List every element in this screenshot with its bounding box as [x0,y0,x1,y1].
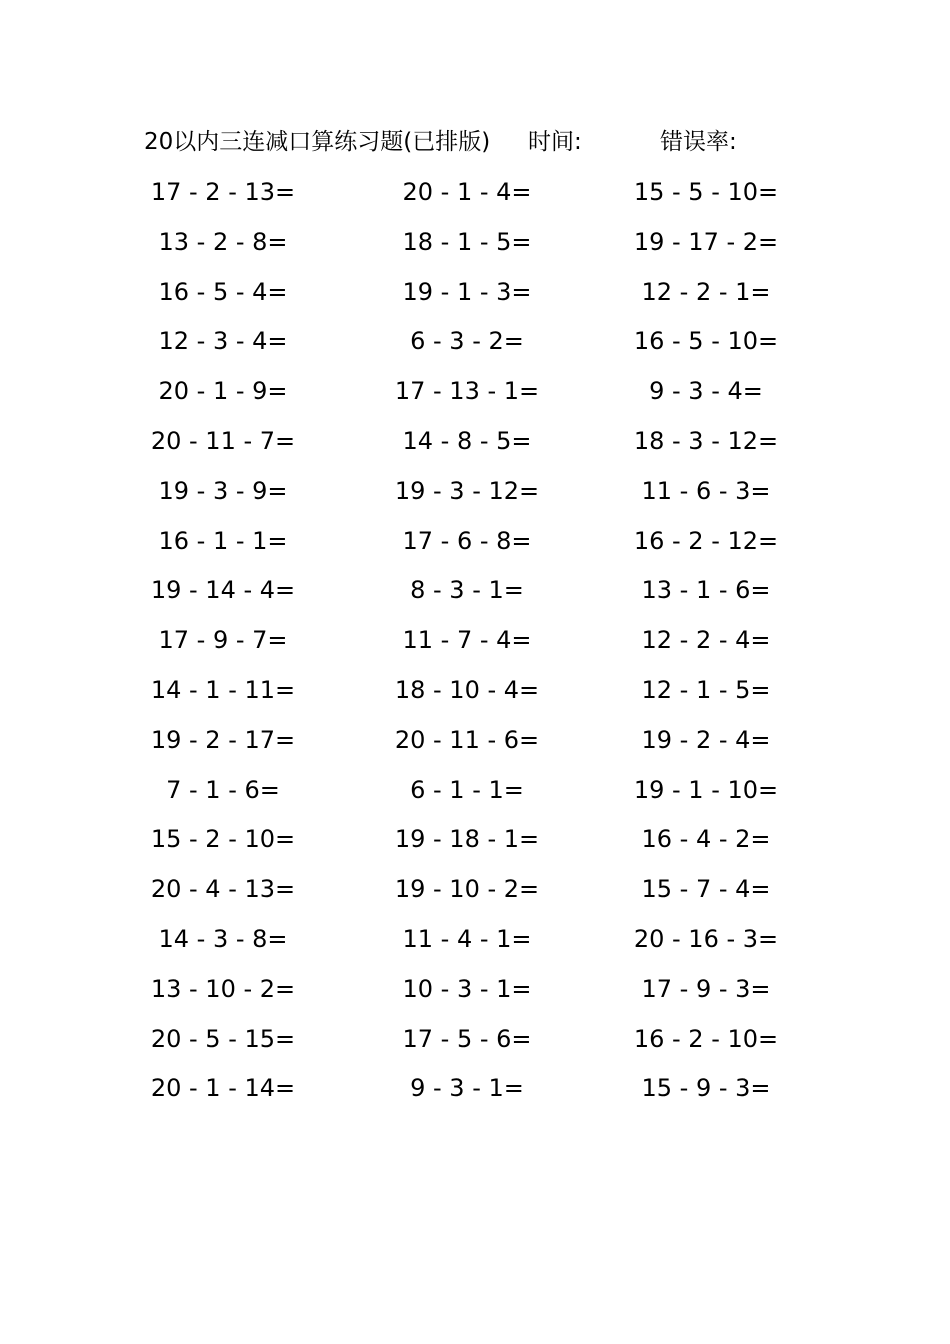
problem-row [0,921,950,971]
problem-row [0,971,950,1021]
math-problem: 16 - 2 - 10= [633,1024,779,1053]
math-problem: 19 - 10 - 2= [394,875,540,904]
math-problem: 11 - 6 - 3= [641,476,771,505]
math-problem: 19 - 1 - 3= [402,277,532,306]
problem-row [0,523,950,573]
math-problem: 16 - 5 - 4= [158,277,288,306]
math-problem: 16 - 4 - 2= [641,825,771,854]
math-problem: 19 - 17 - 2= [633,227,779,256]
math-problem: 15 - 2 - 10= [150,825,296,854]
math-problem: 20 - 16 - 3= [633,924,779,953]
math-problem: 17 - 5 - 6= [402,1024,532,1053]
math-problem: 19 - 18 - 1= [394,825,540,854]
math-problem: 14 - 1 - 11= [150,675,296,704]
math-problem: 11 - 7 - 4= [402,626,532,655]
math-problem: 10 - 3 - 1= [402,974,532,1003]
problem-row [0,622,950,672]
math-problem: 19 - 1 - 10= [633,775,779,804]
problem-row [0,323,950,373]
math-problem: 20 - 1 - 9= [158,377,288,406]
math-problem: 20 - 5 - 15= [150,1024,296,1053]
problem-row [0,1070,950,1120]
math-problem: 20 - 11 - 6= [394,725,540,754]
math-problem: 19 - 3 - 9= [158,476,288,505]
math-problem: 14 - 8 - 5= [402,426,532,455]
math-problem: 20 - 1 - 14= [150,1074,296,1103]
math-problem: 8 - 3 - 1= [410,576,524,605]
problem-row [0,871,950,921]
math-problem: 9 - 3 - 1= [410,1074,524,1103]
problem-row [0,274,950,324]
math-problem: 17 - 6 - 8= [402,526,532,555]
math-problem: 18 - 1 - 5= [402,227,532,256]
math-problem: 18 - 3 - 12= [633,426,779,455]
math-problem: 14 - 3 - 8= [158,924,288,953]
math-problem: 19 - 2 - 4= [641,725,771,754]
math-problem: 12 - 3 - 4= [158,327,288,356]
worksheet-title: 20以内三连减口算练习题(已排版) [144,129,491,155]
math-problem: 15 - 5 - 10= [633,178,779,206]
math-problem: 12 - 1 - 5= [641,675,771,704]
math-problem: 7 - 1 - 6= [166,775,280,804]
problem-grid [0,174,950,1120]
problem-row [0,473,950,523]
math-problem: 6 - 1 - 1= [410,775,524,804]
math-problem: 16 - 5 - 10= [633,327,779,356]
math-problem: 15 - 7 - 4= [641,875,771,904]
problem-row [0,672,950,722]
math-problem: 13 - 2 - 8= [158,227,288,256]
problem-row [0,373,950,423]
error-rate-label: 错误率: [660,129,737,155]
problem-row [0,224,950,274]
math-problem: 12 - 2 - 1= [641,277,771,306]
problem-row [0,423,950,473]
math-problem: 18 - 10 - 4= [394,675,540,704]
math-problem: 19 - 14 - 4= [150,576,296,605]
time-label: 时间: [528,129,582,155]
problem-row [0,572,950,622]
problem-row [0,772,950,822]
problem-row [0,1021,950,1071]
math-problem: 11 - 4 - 1= [402,924,532,953]
math-problem: 20 - 4 - 13= [150,875,296,904]
problem-row [0,821,950,871]
math-problem: 13 - 1 - 6= [641,576,771,605]
math-problem: 12 - 2 - 4= [641,626,771,655]
problem-row [0,722,950,772]
math-problem: 20 - 11 - 7= [150,426,296,455]
math-problem: 17 - 2 - 13= [150,178,296,206]
math-problem: 13 - 10 - 2= [150,974,296,1003]
math-problem: 16 - 1 - 1= [158,526,288,555]
math-problem: 20 - 1 - 4= [402,178,532,206]
math-problem: 17 - 13 - 1= [394,377,540,406]
math-problem: 15 - 9 - 3= [641,1074,771,1103]
math-problem: 6 - 3 - 2= [410,327,524,356]
math-problem: 17 - 9 - 7= [158,626,288,655]
math-problem: 9 - 3 - 4= [649,377,763,406]
problem-row [0,174,950,224]
math-problem: 17 - 9 - 3= [641,974,771,1003]
math-problem: 19 - 2 - 17= [150,725,296,754]
math-problem: 19 - 3 - 12= [394,476,540,505]
math-problem: 16 - 2 - 12= [633,526,779,555]
